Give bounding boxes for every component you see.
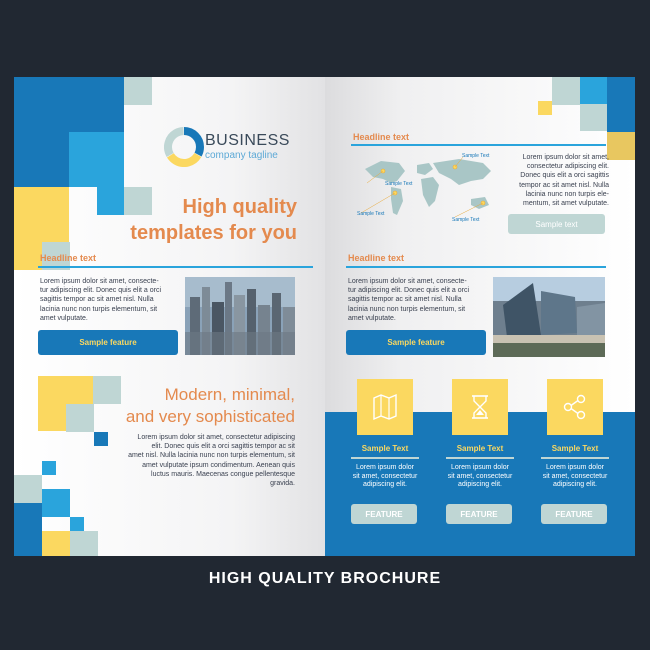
brand-tagline: company tagline <box>205 150 278 161</box>
text-line: Lorem ipsum dolor sit amet, <box>522 154 609 161</box>
map-label: Sample Text <box>385 181 413 187</box>
divider <box>446 457 514 459</box>
decor-square <box>14 187 69 242</box>
map-icon <box>370 392 400 422</box>
share-icon <box>560 392 590 422</box>
text-line: Donec quis elit a orci sagittis <box>520 172 609 180</box>
text-line: elit. Donec quis elit a orci sagittis tempor ac sit <box>151 443 295 451</box>
feature-text <box>341 464 429 490</box>
brand-name: BUSINESS <box>205 132 290 149</box>
decor-square <box>580 104 607 131</box>
text-line: tempor ac sit amet nisl. Nulla <box>519 181 609 189</box>
feature-title: Sample Text <box>361 444 409 453</box>
feature-icon-box <box>547 379 603 435</box>
section-title: Headline text <box>40 253 97 263</box>
decor-square <box>70 531 98 556</box>
decor-square <box>607 132 635 160</box>
decor-square <box>607 77 635 132</box>
feature-button[interactable]: FEATURE <box>351 504 417 524</box>
text-line: sit amet, consectetur <box>447 472 513 480</box>
text-line: consectetur adipiscing elit. <box>526 163 609 171</box>
text-line: gravida. <box>270 480 295 488</box>
paragraph <box>95 433 295 488</box>
text-line: amet vulputate. <box>40 314 88 322</box>
decor-square <box>42 531 70 556</box>
divider <box>351 457 419 459</box>
feature-button[interactable]: FEATURE <box>446 504 512 524</box>
decor-square <box>70 517 84 531</box>
text-line: Lorem ipsum dolor sit amet, consectetur adipiscing <box>137 434 295 441</box>
decor-square <box>42 461 56 475</box>
sample-feature-button[interactable]: Sample feature <box>346 330 486 355</box>
map-label: Sample Text <box>452 217 480 223</box>
main-headline <box>97 194 297 246</box>
text-line: mentum, sit amet vulputate. <box>523 200 609 208</box>
text-line: Lorem ipsum dolor sit amet, consecte- <box>40 278 159 285</box>
decor-square <box>14 475 42 503</box>
city-photo <box>185 277 295 355</box>
text-line: lacinia nunc non turpis elementum, sit <box>348 305 466 313</box>
text-line: Lorem ipsum dolor sit amet, consecte- <box>348 278 467 285</box>
feature-title: Sample Text <box>456 444 504 453</box>
section-text <box>40 277 190 323</box>
text-line: Lorem ipsum dolor <box>451 464 509 471</box>
subheadline <box>75 384 295 428</box>
divider <box>351 144 606 146</box>
text-line: amet nisl. Nulla lacinia nunc non turpis elementum, sit <box>128 452 295 460</box>
text-line: tur adipiscing elit. Donec quis elit a orci <box>348 287 470 295</box>
text-line: lacinia nunc non turpis ele- <box>525 190 609 198</box>
hourglass-icon <box>465 392 495 422</box>
map-label: Sample Text <box>357 211 385 217</box>
text-line: Lorem ipsum dolor <box>546 464 604 471</box>
section-title: Headline text <box>353 132 410 142</box>
footer-title: HIGH QUALITY BROCHURE <box>208 570 442 587</box>
feature-text <box>531 464 619 490</box>
brand-logo-icon <box>164 127 204 167</box>
feature-button[interactable]: FEATURE <box>541 504 607 524</box>
feature-text <box>436 464 524 490</box>
decor-square <box>538 101 552 115</box>
decor-square <box>552 77 580 105</box>
text-line: sit amet, consectetur <box>542 472 608 480</box>
brochure-left-page <box>14 77 325 556</box>
divider <box>38 266 313 268</box>
decor-square <box>124 77 152 105</box>
feature-icon-box <box>357 379 413 435</box>
sample-feature-button[interactable]: Sample feature <box>38 330 178 355</box>
divider <box>346 266 606 268</box>
text-line: amet vulputate ipsum condimentum. Aenean quis <box>142 461 295 469</box>
decor-square <box>14 503 42 531</box>
headline-line: High quality <box>182 196 297 218</box>
sample-text-button[interactable]: Sample text <box>508 214 605 234</box>
building-photo <box>493 277 605 357</box>
text-line: adipiscing elit. <box>553 481 597 489</box>
text-line: amet vulputate. <box>348 314 396 322</box>
text-line: lacinia nunc non turpis elementum, sit <box>40 305 158 313</box>
subheadline-line: and very sophisticated <box>125 407 295 426</box>
text-line: Lorem ipsum dolor <box>356 464 414 471</box>
feature-icon-box <box>452 379 508 435</box>
text-line: sagittis tempor ac sit amet nisl. Nulla <box>40 296 154 304</box>
section-title: Headline text <box>348 253 405 263</box>
map-label: Sample Text <box>462 153 490 159</box>
text-line: sagittis tempor ac sit amet nisl. Nulla <box>348 296 462 304</box>
text-line: sit amet, consectetur <box>352 472 418 480</box>
feature-title: Sample Text <box>551 444 599 453</box>
decor-square <box>580 77 607 104</box>
map-text <box>505 153 609 208</box>
section-text <box>348 277 498 323</box>
subheadline-line: Modern, minimal, <box>164 385 295 404</box>
decor-square <box>14 531 42 556</box>
text-line: adipiscing elit. <box>363 481 407 489</box>
text-line: adipiscing elit. <box>458 481 502 489</box>
text-line: tur adipiscing elit. Donec quis elit a orci <box>40 287 162 295</box>
headline-line: templates for you <box>130 222 297 244</box>
text-line: luctus mauris. Maecenas congue pellentesque <box>151 470 295 478</box>
brochure-right-page <box>325 77 635 556</box>
decor-square <box>42 489 70 517</box>
decor-square <box>69 132 124 187</box>
divider <box>541 457 609 459</box>
